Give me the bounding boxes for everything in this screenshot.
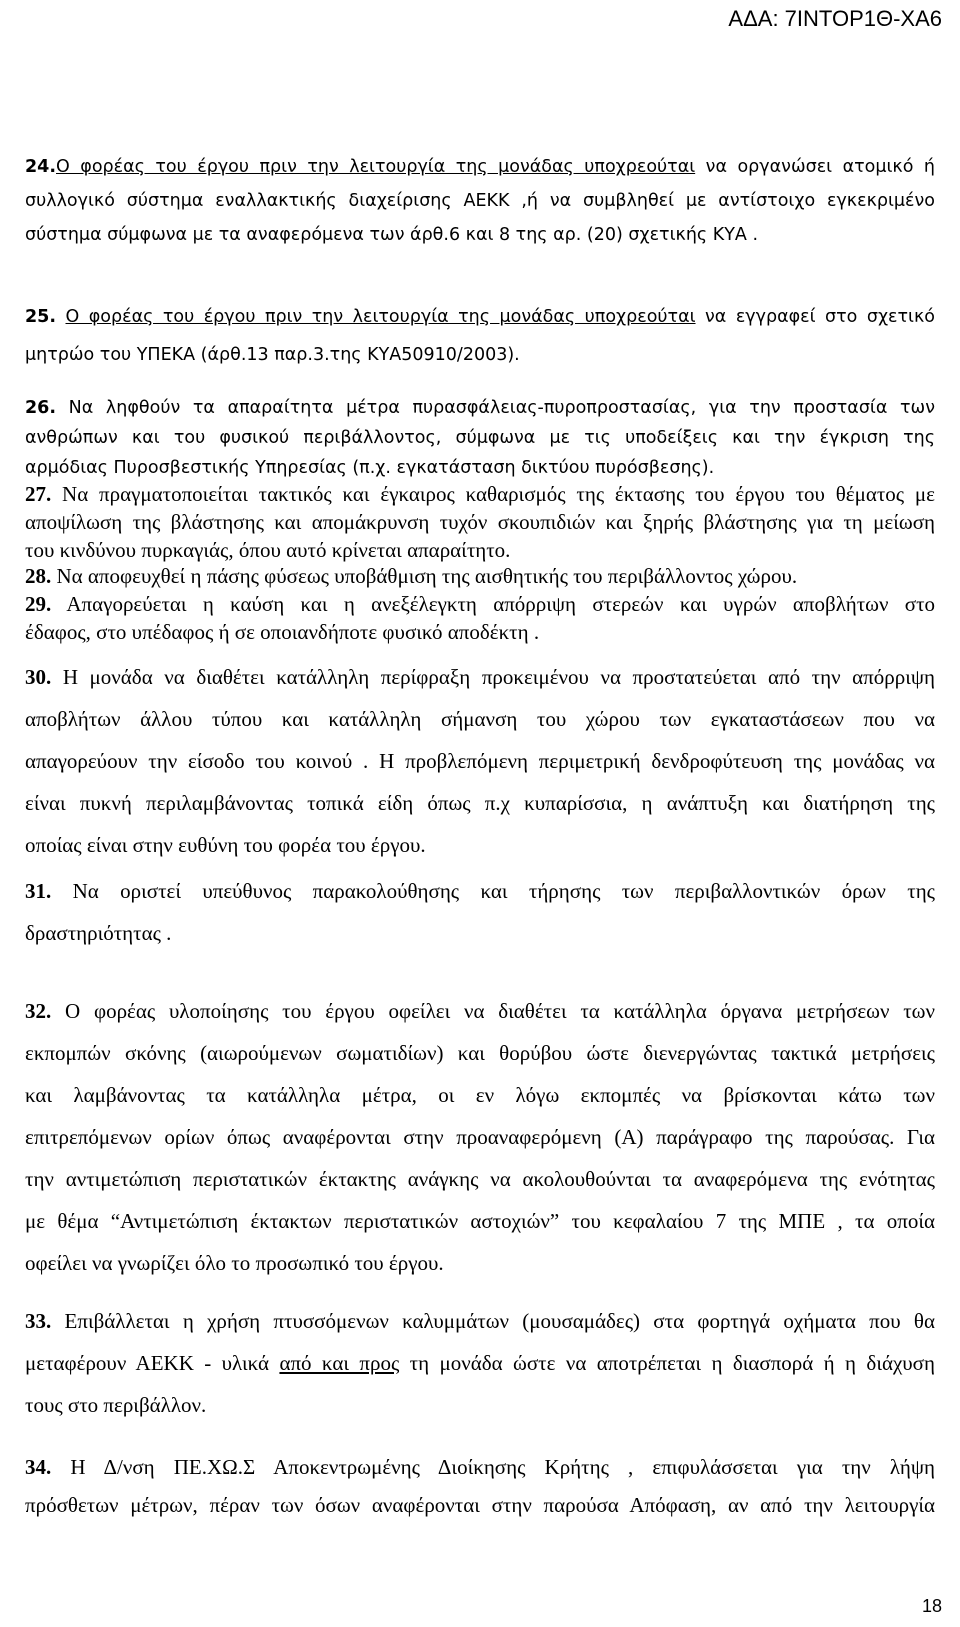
item-30: 30. Η μονάδα να διαθέτει κατάλληλη περίφραξη προκειμένου να προστατεύεται από την απόρριψη αποβλήτων άλλου τύπου και κατάλληλη σήμανση του χώρου των εγκαταστάσεων που να απαγορεύουν την είσοδο του κοινού . Η προβλεπόμενη περιμετρική δενδροφύτευση της μονάδας να είναι πυκνή περιλαμβάνοντας τοπικά είδη όπως π.χ κυπαρίσσια, η ανάπτυξη και διατήρηση της οποίας είναι στην ευθύνη του φορέα του έργου. [25, 665, 935, 857]
item-25: 25. Ο φορέας του έργου πριν την λειτουργία της μονάδας υποχρεούται να εγγραφεί στο σχετικό μητρώο του ΥΠΕΚΑ (άρθ.13 παρ.3.της ΚΥΑ50910/2003). [25, 307, 935, 365]
item-24: 24.Ο φορέας του έργου πριν την λειτουργία της μονάδας υποχρεούται να οργανώσει ατομικό ή συλλογικό σύστημα εναλλακτικής διαχείρισης ΑΕΚΚ ,ή να συμβληθεί με αντίστοιχο εγκεκριμένο σύστημα σύμφωνα με τα αναφερόμενα των άρθ.6 και 8 της αρ. (20) σχετικής ΚΥΑ . [25, 157, 936, 245]
item-26: 26. Να ληφθούν τα απαραίτητα μέτρα πυρασφάλειας-πυροπροστασίας, για την προστασία των ανθρώπων και του φυσικού περιβάλλοντος, σύμφωνα με τις υποδείξεις και την έγκριση της αρμόδιας Πυροσβεστικής Υπηρεσίας (π.χ. εγκατάσταση δικτύου πυρόσβεσης). [25, 398, 935, 478]
item-number: 31. [25, 879, 52, 903]
underlined-text: Ο φορέας του έργου πριν την λειτουργία της μονάδας υποχρεούται [56, 157, 696, 177]
item-32: 32. Ο φορέας υλοποίησης του έργου οφείλει να διαθέτει τα κατάλληλα όργανα μετρήσεων των εκπομπών σκόνης (αιωρούμενων σωματιδίων) και θορύβου ώστε διενεργώντας τακτικά μετρήσεις και λαμβάνοντας τα κατάλληλα μέτρα, οι εν λόγω εκπομπές να βρίσκονται κάτω των επιτρεπόμενων ορίων όπως αναφέρονται στην προαναφερόμενη (Α) παράγραφο της παρούσας. Για την αντιμετώπιση περιστατικών έκτακτης ανάγκης να ακολουθούνται τα αναφερόμενα της ενότητας με θέμα “Αντιμετώπιση έκτακτων περιστατικών αστοχιών” του κεφαλαίου 7 της ΜΠΕ , τα οποία οφείλει να γνωρίζει όλο το προσωπικό του έργου. [25, 999, 935, 1275]
item-number: 33. [25, 1309, 52, 1333]
item-33: 33. Επιβάλλεται η χρήση πτυσσόμενων καλυμμάτων (μουσαμάδες) στα φορτηγά οχήματα που θα μεταφέρουν ΑΕΚΚ - υλικά από και προς τη μονάδα ώστε να αποτρέπεται η διασπορά ή η διάχυση τους στο περιβάλλον. [25, 1309, 935, 1417]
ada-code: ΑΔΑ: 7ΙΝΤΟΡ1Θ-ΧΑ6 [728, 6, 942, 31]
item-number: 24. [25, 157, 57, 177]
item-34: 34. Η Δ/νση ΠΕ.ΧΩ.Σ Αποκεντρωμένης Διοίκησης Κρήτης , επιφυλάσσεται για την λήψη πρόσθετων μέτρων, πέραν των όσων αναφέρονται στην παρούσα Απόφαση, αν από την λειτουργία [25, 1455, 936, 1517]
item-number: 26. [25, 398, 57, 418]
item-number: 34. [25, 1455, 52, 1479]
item-number: 30. [25, 665, 52, 689]
item-number: 29. [25, 592, 52, 616]
item-31: 31. Να οριστεί υπεύθυνος παρακολούθησης και τήρησης των περιβαλλοντικών όρων της δραστηριότητας . [25, 879, 935, 945]
item-27: 27. Να πραγματοποιείται τακτικός και έγκαιρος καθαρισμός της έκτασης του έργου του θέματος με αποψίλωση της βλάστησης και απομάκρυνση τυχόν σκουπιδιών και ξηρής βλάστησης για τη μείωση του κινδύνου πυρκαγιάς, όπου αυτό κρίνεται απαραίτητο. [25, 482, 935, 562]
underlined-text: από και προς [279, 1351, 400, 1375]
item-number: 25. [25, 307, 57, 327]
item-29: 29. Απαγορεύεται η καύση και η ανεξέλεγκτη απόρριψη στερεών και υγρών αποβλήτων στο έδαφος, στο υπέδαφος ή σε οποιανδήποτε φυσικό αποδέκτη . [25, 592, 936, 644]
page-number: 18 [921, 1596, 942, 1616]
item-number: 32. [25, 999, 52, 1023]
underlined-text: Ο φορέας του έργου πριν την λειτουργία της μονάδας υποχρεούται [65, 307, 696, 327]
item-number: 27. [25, 482, 52, 506]
item-28: 28. Να αποφευχθεί η πάσης φύσεως υποβάθμιση της αισθητικής του περιβάλλοντος χώρου. [25, 564, 798, 588]
item-number: 28. [25, 564, 52, 588]
